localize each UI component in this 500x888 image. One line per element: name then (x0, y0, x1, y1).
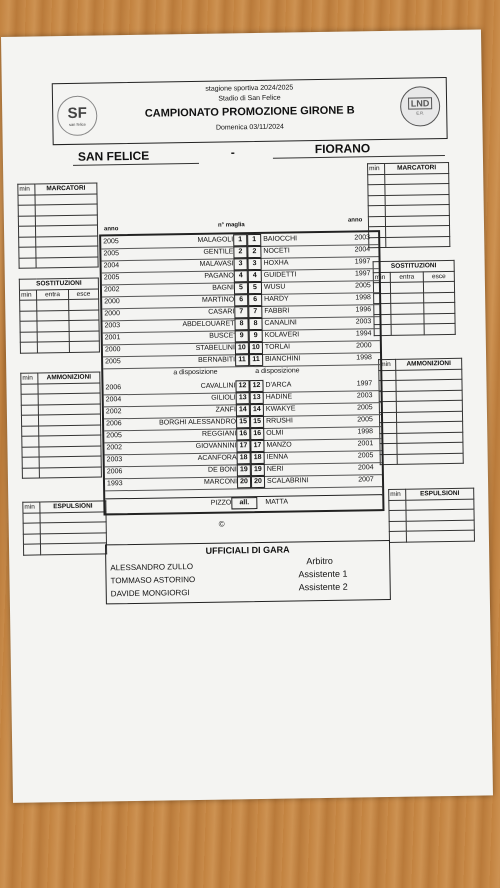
away-player-year: 2005 (357, 404, 373, 412)
home-player-name: MARTINO (201, 296, 235, 304)
away-player-name: SCALABRINI (266, 477, 309, 485)
home-shirt-number: 13 (236, 392, 250, 404)
sub-cell[interactable] (69, 320, 99, 331)
away-bookings-table (378, 358, 464, 465)
sub-cell[interactable] (69, 330, 99, 341)
home-player-name: STABELLINI (195, 344, 235, 352)
home-player-year: 2004 (103, 262, 120, 270)
away-player-year: 2001 (357, 440, 374, 448)
home-player-year: 1993 (106, 480, 123, 488)
header-box (52, 77, 448, 145)
scorers-header: MARCATORI (385, 162, 449, 174)
away-player-name: KOLAVERI (264, 331, 300, 339)
away-player-year: 1996 (355, 306, 372, 314)
home-player-name: ACANFORA (197, 454, 237, 462)
score-cell[interactable] (19, 236, 36, 247)
away-shirt-number: 4 (248, 270, 262, 282)
home-player-year: 2003 (106, 456, 123, 464)
score-cell[interactable] (18, 194, 35, 205)
min-header: min (379, 359, 396, 370)
away-player-year: 2004 (354, 246, 371, 254)
subs-header: SOSTITUZIONI (19, 278, 98, 290)
year-label-home: anno (103, 226, 119, 233)
away-shirt-number: 6 (248, 294, 262, 306)
year-label-away: anno (347, 217, 363, 224)
home-player-name: PAGANO (204, 272, 234, 280)
home-shirt-number: 11 (235, 354, 249, 366)
away-player-year: 1997 (354, 258, 371, 266)
home-player-name: GIOVANNINI (195, 442, 237, 450)
sub-cell[interactable] (424, 323, 455, 334)
score-cell[interactable] (36, 257, 98, 268)
home-shirt-number: 2 (233, 246, 247, 258)
sub-cell[interactable] (20, 331, 37, 342)
sub-cell[interactable] (37, 320, 69, 331)
away-shirt-number: 7 (248, 306, 262, 318)
booking-cell[interactable] (39, 466, 101, 477)
home-player-year: 2000 (104, 310, 120, 318)
away-shirt-number: 2 (247, 246, 261, 258)
away-player-year: 2007 (358, 476, 374, 484)
home-player-year: 2001 (104, 334, 121, 342)
out-header: esce (68, 289, 98, 300)
sendoff-cell[interactable] (23, 523, 40, 534)
officials-box (105, 540, 391, 604)
home-player-name: BORGHI ALESSANDRO (158, 418, 237, 427)
min-header: min (23, 502, 40, 513)
referee-name: ALESSANDRO ZULLO (110, 562, 194, 573)
in-header: entra (36, 289, 68, 300)
home-shirt-number: 15 (236, 416, 250, 428)
bench-label-home: a disposizione (173, 368, 218, 377)
away-player-name: HADINE (265, 393, 293, 401)
min-header: min (18, 184, 35, 195)
starters-list (101, 232, 378, 366)
away-shirt-number: 11 (249, 354, 263, 366)
score-cell[interactable] (368, 184, 385, 195)
away-shirt-number: 15 (250, 416, 264, 428)
score-cell[interactable] (368, 205, 385, 216)
away-player-name: BAIOCCHI (263, 235, 298, 243)
home-player-year: 2005 (103, 238, 119, 246)
referee-role: Arbitro (306, 555, 333, 567)
away-shirt-number: 9 (249, 330, 263, 342)
sendoff-cell[interactable] (23, 544, 40, 555)
home-player-year: 2006 (105, 384, 122, 392)
away-player-name: KWAKYE (265, 405, 296, 413)
home-scorers-table (17, 183, 98, 269)
min-header: min (19, 289, 36, 300)
sub-cell[interactable] (391, 292, 424, 303)
booking-cell[interactable] (22, 467, 39, 478)
stadium-text: Stadio di San Felice (218, 94, 281, 103)
home-player-year: 2005 (103, 274, 120, 282)
home-player-name: CASARI (208, 308, 235, 316)
away-coach: MATTA (265, 498, 289, 506)
home-player-name: REGGIANI (201, 430, 237, 438)
away-player-year: 2005 (357, 452, 374, 460)
home-player-year: 2002 (105, 408, 122, 416)
sendoff-cell[interactable] (389, 531, 406, 542)
away-shirt-number: 1 (247, 234, 261, 246)
home-player-year: 2000 (104, 346, 121, 354)
sub-cell[interactable] (20, 310, 37, 321)
away-player-name: HARDY (264, 295, 289, 303)
score-cell[interactable] (19, 257, 36, 268)
home-shirt-number: 8 (234, 318, 248, 330)
sub-cell[interactable] (69, 309, 99, 320)
sub-cell[interactable] (69, 299, 99, 310)
away-player-year: 2005 (357, 416, 373, 424)
home-player-name: MALAGOLI (197, 236, 234, 244)
sub-cell[interactable] (424, 302, 455, 313)
sendoff-cell[interactable] (389, 510, 406, 521)
score-cell[interactable] (18, 226, 35, 237)
away-player-year: 2003 (355, 318, 372, 326)
sub-cell[interactable] (391, 313, 424, 324)
away-shirt-number: 10 (249, 342, 263, 354)
shirt-number-label: n° maglia (217, 222, 245, 229)
away-player-name: NERI (266, 465, 284, 473)
sendoff-cell[interactable] (23, 512, 40, 523)
booking-cell[interactable] (22, 436, 39, 447)
away-player-year: 2005 (355, 282, 371, 290)
home-shirt-number: 3 (234, 258, 248, 270)
sub-cell[interactable] (20, 342, 37, 353)
home-player-name: BUSCE' (209, 332, 235, 340)
home-coach: PIZZO (210, 499, 232, 507)
away-player-name: FABBRI (264, 307, 290, 315)
subs-header: SOSTITUZIONI (373, 260, 454, 272)
away-shirt-number: 5 (248, 282, 262, 294)
away-shirt-number: 3 (248, 258, 262, 270)
coach-label: all. (231, 497, 257, 509)
away-player-name: HOXHA (263, 259, 289, 267)
home-player-year: 2004 (105, 396, 122, 404)
home-shirt-number: 1 (233, 234, 247, 246)
in-header: entra (390, 271, 423, 282)
bench-label-away: a disposizione (255, 367, 300, 376)
season-text: stagione sportiva 2024/2025 (205, 84, 294, 93)
away-shirt-number: 19 (251, 464, 265, 476)
bookings-header: AMMONIZIONI (38, 372, 100, 383)
away-shirt-number: 20 (251, 476, 265, 488)
away-player-name: WUSU (263, 283, 286, 291)
booking-cell[interactable] (21, 383, 38, 394)
sub-cell[interactable] (20, 321, 37, 332)
sendoffs-header: ESPULSIONI (40, 501, 106, 513)
sendoffs-header: ESPULSIONI (406, 488, 474, 500)
score-cell[interactable] (18, 215, 35, 226)
booking-cell[interactable] (22, 446, 39, 457)
assistant1-name: TOMMASO ASTORINO (110, 575, 196, 586)
competition-title: CAMPIONATO PROMOZIONE GIRONE B (144, 104, 355, 120)
away-player-year: 2003 (354, 234, 371, 242)
sub-cell[interactable] (37, 341, 69, 352)
booking-cell[interactable] (21, 404, 38, 415)
score-cell[interactable] (368, 195, 385, 206)
home-bookings-table (20, 371, 102, 478)
score-cell[interactable] (19, 247, 36, 258)
away-shirt-number: 8 (248, 318, 262, 330)
sub-cell[interactable] (37, 331, 69, 342)
sub-cell[interactable] (69, 341, 99, 352)
home-player-name: BAGNI (212, 284, 235, 292)
away-shirt-number: 17 (250, 440, 264, 452)
away-team-name: FIORANO (314, 141, 371, 157)
home-player-name: MALAVASI (199, 260, 234, 268)
home-player-name: DE BONI (207, 466, 237, 474)
home-player-name: ABDELOUARET (182, 320, 235, 329)
home-shirt-number: 17 (236, 440, 250, 452)
away-shirt-number: 14 (250, 404, 264, 416)
home-player-year: 2002 (103, 286, 120, 294)
away-underline (273, 155, 445, 159)
bookings-header: AMMONIZIONI (396, 358, 462, 370)
away-player-name: IENNA (266, 453, 289, 461)
booking-cell[interactable] (22, 457, 39, 468)
sub-cell[interactable] (37, 310, 69, 321)
home-player-name: ZANFI (215, 406, 236, 414)
away-player-name: NOCETI (263, 247, 290, 255)
sendoff-cell[interactable] (23, 533, 40, 544)
lnd-logo: LND E.R. (400, 86, 441, 127)
home-player-name: GENTILE (203, 248, 234, 256)
away-player-year: 2003 (356, 392, 373, 400)
away-player-year: 1994 (355, 330, 372, 338)
away-player-year: 1997 (356, 380, 373, 388)
match-date: Domenica 03/11/2024 (215, 123, 284, 132)
sendoff-cell[interactable] (40, 543, 106, 555)
score-cell[interactable] (368, 174, 385, 185)
home-shirt-number: 7 (234, 306, 248, 318)
sendoff-cell[interactable] (406, 530, 474, 542)
assistant2-name: DAVIDE MONGIORGI (110, 588, 190, 599)
score-cell[interactable] (368, 216, 385, 227)
score-cell[interactable] (386, 236, 450, 248)
home-shirt-number: 14 (236, 404, 250, 416)
away-player-name: TORLAI (264, 343, 291, 351)
home-player-name: BERNABITI (198, 356, 236, 364)
home-club-logo: SF san felice (57, 96, 98, 137)
home-shirt-number: 4 (234, 270, 248, 282)
coach-row (105, 494, 382, 511)
sub-cell[interactable] (391, 324, 424, 335)
booking-cell[interactable] (21, 415, 38, 426)
away-player-year: 1997 (354, 270, 371, 278)
copyright-mark: © (218, 519, 225, 529)
home-shirt-number: 16 (236, 428, 250, 440)
away-player-name: OLMI (266, 429, 284, 437)
away-shirt-number: 13 (250, 392, 264, 404)
sub-cell[interactable] (423, 281, 454, 292)
team-separator: - (230, 145, 235, 160)
min-header: min (368, 163, 385, 174)
home-sendoffs-table (22, 500, 107, 555)
home-shirt-number: 5 (234, 282, 248, 294)
away-subs-table (373, 260, 456, 336)
sub-cell[interactable] (424, 292, 455, 303)
home-player-name: GILIOLI (211, 394, 236, 402)
home-player-name: MARCONI (203, 478, 238, 486)
away-player-name: MANZO (266, 441, 292, 449)
sendoff-cell[interactable] (389, 521, 406, 532)
sub-cell[interactable] (37, 299, 69, 310)
sub-cell[interactable] (390, 282, 423, 293)
home-shirt-number: 12 (235, 380, 249, 392)
home-shirt-number: 9 (235, 330, 249, 342)
sub-cell[interactable] (391, 303, 424, 314)
sub-cell[interactable] (424, 313, 455, 324)
booking-cell[interactable] (397, 453, 463, 465)
home-player-year: 2005 (105, 358, 121, 366)
home-player-year: 2005 (106, 432, 122, 440)
home-player-year: 2006 (106, 468, 123, 476)
home-shirt-number: 10 (235, 342, 249, 354)
lineups-table (99, 230, 384, 515)
away-player-name: GUIDETTI (263, 271, 297, 279)
booking-cell[interactable] (22, 425, 39, 436)
min-header: min (389, 489, 406, 500)
away-player-name: CANALINI (264, 319, 297, 327)
assistant1-role: Assistente 1 (298, 568, 348, 580)
sub-cell[interactable] (20, 300, 37, 311)
home-team-name: SAN FELICE (77, 148, 150, 164)
home-player-year: 2000 (104, 298, 120, 306)
home-shirt-number: 19 (237, 464, 251, 476)
assistant2-role: Assistente 2 (298, 581, 348, 593)
score-cell[interactable] (18, 205, 35, 216)
home-player-year: 2002 (106, 444, 123, 452)
away-shirt-number: 12 (249, 380, 263, 392)
min-header: min (21, 373, 38, 384)
home-subs-table (19, 277, 100, 353)
away-player-year: 1998 (355, 294, 371, 302)
booking-cell[interactable] (21, 394, 38, 405)
home-player-year: 2003 (104, 322, 121, 330)
home-shirt-number: 6 (234, 294, 248, 306)
away-sendoffs-table (388, 488, 475, 543)
away-player-year: 2000 (356, 342, 372, 350)
min-header: min (373, 272, 390, 283)
match-sheet (1, 29, 493, 802)
away-player-name: D'ARCA (265, 381, 292, 389)
away-shirt-number: 18 (251, 452, 265, 464)
officials-title: UFFICIALI DI GARA (205, 544, 290, 556)
home-player-year: 2006 (106, 420, 122, 428)
out-header: esce (423, 271, 454, 282)
away-player-year: 2004 (357, 464, 374, 472)
home-player-name: CAVALLINI (200, 382, 236, 390)
away-player-name: RRUSHI (266, 417, 293, 425)
home-shirt-number: 20 (237, 476, 251, 488)
scorers-header: MARCATORI (35, 183, 97, 194)
away-player-year: 1998 (357, 428, 374, 436)
away-player-year: 1998 (356, 354, 372, 362)
home-player-year: 2005 (103, 250, 120, 258)
away-shirt-number: 16 (250, 428, 264, 440)
home-shirt-number: 18 (237, 452, 251, 464)
away-player-name: BIANCHINI (265, 355, 301, 363)
sendoff-cell[interactable] (389, 500, 406, 511)
